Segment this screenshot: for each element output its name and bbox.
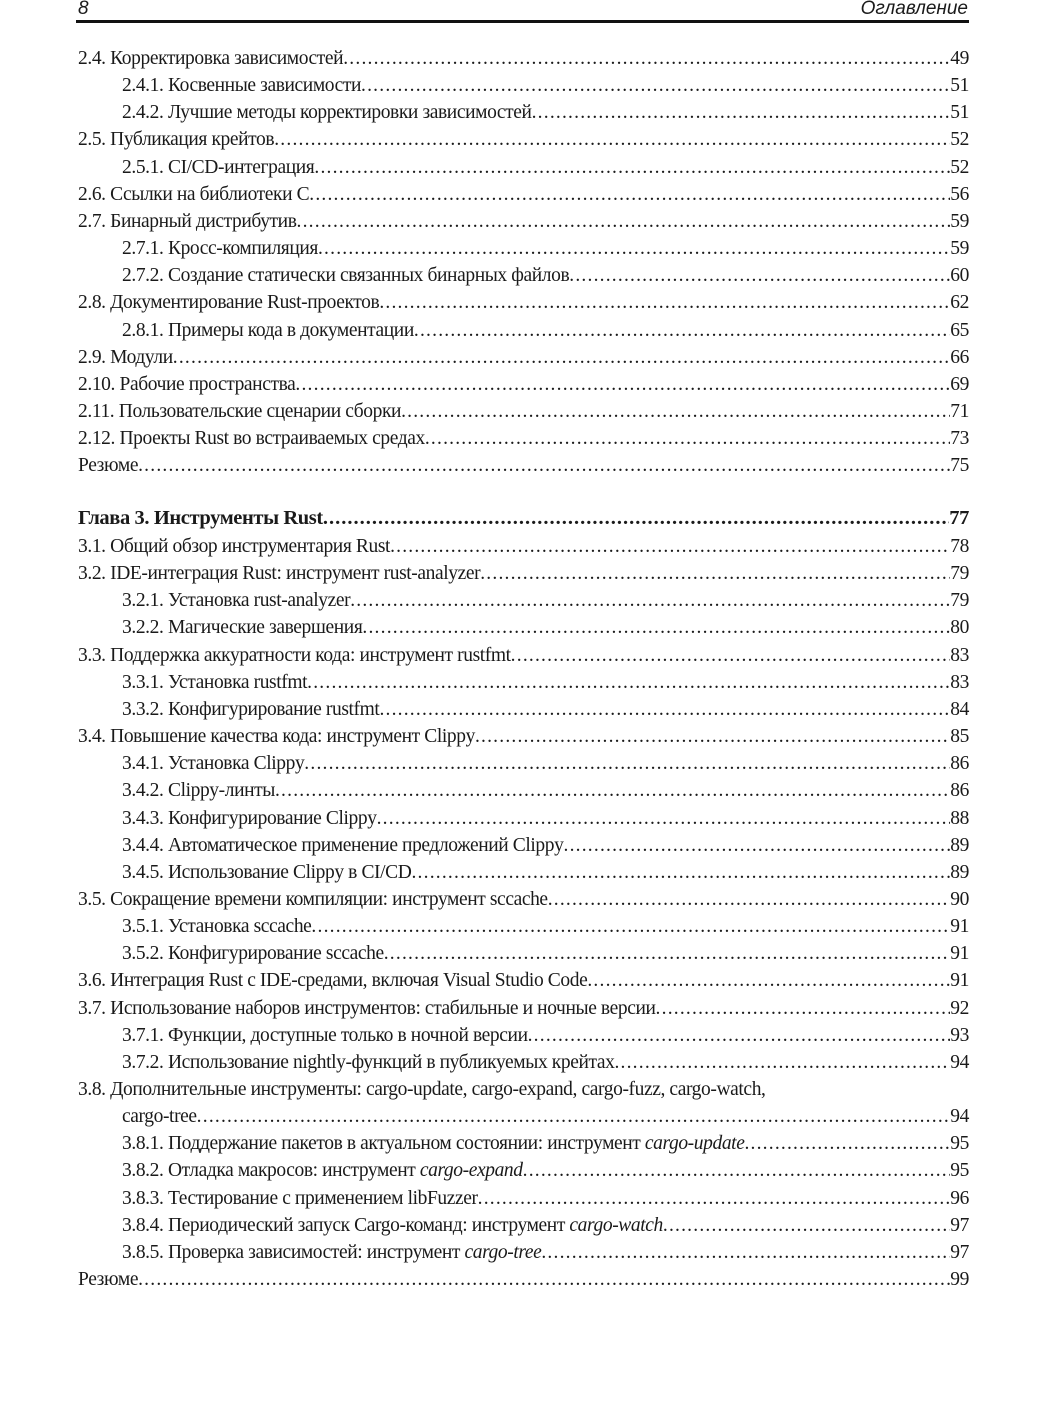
toc-entry-number: 3.4.4. [122, 834, 164, 856]
dot-leader [361, 75, 950, 97]
toc-entry [78, 645, 969, 671]
toc-entry-number: 3.4.5. [122, 861, 164, 883]
toc-page-number: 73 [950, 428, 969, 450]
toc-entry [122, 780, 969, 806]
toc-entry [78, 726, 969, 752]
toc-entry-text: Поддержка аккуратности кода: инструмент rustfmt [110, 644, 511, 666]
toc-page-number: 62 [950, 292, 969, 314]
toc-entry [122, 1052, 969, 1078]
header-rule [76, 20, 969, 23]
dot-leader [318, 238, 950, 260]
toc-entry-italic-text: cargo-tree [464, 1241, 542, 1263]
toc-entry-text: Отладка макросов: инструмент [167, 1160, 420, 1182]
toc-page-number: 51 [950, 75, 969, 97]
toc-entry [78, 129, 969, 155]
toc-entry-text: Общий обзор инструментария Rust [110, 536, 391, 557]
toc-entry [78, 292, 969, 318]
dot-leader [744, 1133, 950, 1155]
toc-page-number: 69 [950, 373, 969, 395]
dot-leader [587, 970, 950, 992]
toc-entry-title [122, 1215, 663, 1237]
toc-page-number: 95 [950, 1160, 969, 1182]
toc-entry-text: Повышение качества кода: инструмент Clippy [110, 726, 475, 748]
toc-page-number: 65 [950, 319, 969, 341]
dot-leader [350, 590, 950, 612]
toc-entry-number: 2.5. [78, 129, 106, 151]
toc-entry-text: Тестирование с применением libFuzzer [167, 1187, 478, 1209]
toc-page-number: 97 [950, 1214, 969, 1236]
toc-entry-title [122, 238, 318, 260]
toc-entry-title [122, 1242, 541, 1264]
dot-leader [569, 265, 950, 287]
toc-entry-title [122, 753, 304, 775]
toc-page-number: 94 [950, 1051, 969, 1073]
toc-entry [122, 102, 969, 128]
toc-page-number: 71 [950, 400, 969, 422]
toc-entry-text: Установка rustfmt [167, 671, 308, 693]
toc-entry [78, 536, 969, 562]
dot-leader [314, 157, 950, 179]
toc-page-number: 59 [950, 210, 969, 232]
toc-entry [122, 265, 969, 291]
toc-entry-text: Примеры кода в документации [167, 319, 414, 341]
toc-entry-italic-text: cargo-update [644, 1133, 745, 1155]
toc-entry [122, 1215, 969, 1241]
toc-entry [78, 563, 969, 589]
dot-leader [323, 507, 949, 530]
toc-entry-text: Функции, доступные только в ночной версии [167, 1024, 528, 1046]
toc-entry-text: Корректировка зависимостей [110, 48, 344, 69]
toc-entry-text: Поддержание пакетов в актуальном состоянии: инструмент [167, 1133, 645, 1155]
toc-entry-number: 3.8. [78, 1079, 106, 1100]
toc-entry [122, 1025, 969, 1051]
toc-entry-italic-text: cargo-expand [419, 1160, 523, 1182]
toc-entry-number: 2.8.1. [122, 319, 164, 341]
toc-entry-number: 3.5. [78, 888, 106, 910]
toc-page-number: 88 [950, 807, 969, 829]
dot-leader [401, 401, 950, 423]
dot-leader [138, 1269, 950, 1291]
toc-page-number: 86 [950, 780, 969, 802]
toc-entry [78, 374, 969, 400]
toc-entry-title [78, 211, 297, 233]
toc-page-number: 78 [950, 536, 969, 557]
toc-entry-title [78, 1269, 138, 1291]
toc-entry [122, 1242, 969, 1268]
toc-entry-text: Косвенные зависимости [167, 75, 362, 97]
toc-entry-title [78, 998, 656, 1020]
toc-entry [122, 1133, 969, 1159]
toc-entry-title [122, 617, 362, 639]
toc-entry-title [122, 590, 350, 612]
toc-page-number: 49 [950, 48, 969, 69]
toc-entry-text: Конфигурирование rustfmt [167, 698, 380, 720]
toc-entry-title [78, 645, 511, 667]
toc-entry-title [78, 292, 379, 314]
toc-entry-text: Ссылки на библиотеки C [110, 183, 310, 205]
toc-entry-number: 2.6. [78, 183, 106, 205]
page-number: 8 [78, 0, 89, 19]
toc-entry [122, 943, 969, 969]
toc-entry [122, 1160, 969, 1186]
toc-entry-text: CI/CD-интеграция [167, 156, 315, 178]
toc-entry-text: Бинарный дистрибутив [110, 210, 297, 232]
dot-leader [480, 563, 950, 585]
toc-entry [122, 808, 969, 834]
toc-entry-number: 3.3. [78, 644, 106, 666]
toc-entry-number: 3.8.5. [122, 1241, 164, 1263]
toc-entry [78, 1269, 969, 1295]
toc-page-number: 86 [950, 753, 969, 775]
toc-entry-number: 3.3.1. [122, 671, 164, 693]
toc-page-number: 56 [950, 183, 969, 205]
toc-page-number: 95 [950, 1133, 969, 1155]
toc-entry-number: 2.9. [78, 346, 106, 368]
toc-entry-title [78, 970, 587, 992]
toc-page-number: 79 [950, 590, 969, 612]
toc-entry [78, 184, 969, 210]
toc-entry-number: 3.4.1. [122, 753, 164, 775]
dot-leader [343, 48, 950, 70]
toc-entry-number: 2.4.2. [122, 102, 164, 124]
toc-page-number: 79 [950, 563, 969, 585]
toc-entry-text: Использование Clippy в CI/CD [167, 861, 412, 883]
toc-entry-title [122, 699, 379, 721]
toc-page-number: 99 [950, 1269, 969, 1291]
toc-page-number: 52 [950, 156, 969, 178]
toc-entry [78, 455, 969, 481]
dot-leader [532, 102, 951, 124]
toc-entry-title [78, 455, 138, 477]
toc-page-number: 52 [950, 129, 969, 151]
toc-entry-title [78, 1079, 766, 1101]
toc-entry-number: 3.5.2. [122, 943, 164, 965]
toc-entry-number: 3.8.3. [122, 1187, 164, 1209]
toc-entry [78, 998, 969, 1024]
toc-entry-text: Установка sccache [167, 916, 312, 938]
toc-entry [122, 916, 969, 942]
toc-entry-text: Clippy-линты [167, 780, 275, 802]
toc-entry-title [78, 374, 295, 396]
toc-page-number: 94 [950, 1106, 969, 1128]
toc-entry-text: Создание статически связанных бинарных файлов [167, 265, 570, 287]
dot-leader [384, 943, 951, 965]
toc-entry [122, 320, 969, 346]
dot-leader [173, 347, 951, 369]
dot-leader [425, 428, 950, 450]
dot-leader [411, 862, 950, 884]
toc-entry-number: 2.7.1. [122, 238, 164, 260]
toc-entry-number: 3.3.2. [122, 698, 164, 720]
toc-page-number: 96 [950, 1187, 969, 1209]
toc-page-number: 91 [950, 916, 969, 938]
toc-entry-text: Рабочие пространства [119, 373, 296, 395]
toc-page-number: 66 [950, 346, 969, 368]
dot-leader [475, 726, 950, 748]
toc-entry [122, 617, 969, 643]
toc-chapter-entry [78, 507, 969, 533]
toc-entry [78, 401, 969, 427]
toc-entry [122, 672, 969, 698]
toc-entry-number: 3.8.4. [122, 1214, 164, 1236]
toc-entry-text: Автоматическое применение предложений Clippy [167, 834, 564, 856]
toc-entry-text: Лучшие методы корректировки зависимостей [167, 102, 532, 124]
toc-entry [78, 970, 969, 996]
toc-entry-number: 3.7. [78, 997, 106, 1019]
toc-page-number: 51 [950, 102, 969, 124]
toc-page-number: 80 [950, 617, 969, 639]
toc-page-number: 91 [950, 943, 969, 965]
toc-entry-title [122, 835, 564, 857]
dot-leader [379, 292, 950, 314]
toc-entry-text: Проекты Rust во встраиваемых средах [119, 428, 425, 450]
toc-entry-title [78, 401, 401, 423]
toc-entry-title [78, 428, 425, 450]
toc-entry-title [78, 536, 390, 558]
toc-entry-title [78, 48, 343, 70]
toc-entry-number: 2.7. [78, 210, 106, 232]
toc-entry-text: Кросс-компиляция [167, 238, 318, 260]
dot-leader [541, 1242, 950, 1264]
toc-entry-title [122, 1052, 614, 1074]
toc-entry-number: 3.8.2. [122, 1160, 164, 1182]
toc-entry-text: Сокращение времени компиляции: инструмент sccache [110, 888, 548, 910]
toc-page-number: 59 [950, 238, 969, 260]
toc-entry-number: 3.8.1. [122, 1133, 164, 1155]
toc-page-number: 84 [950, 698, 969, 720]
toc-entry-text: Установка Clippy [167, 753, 305, 775]
dot-leader [197, 1106, 951, 1128]
toc-entry-number: 3.6. [78, 970, 106, 992]
toc-entry-number: 2.7.2. [122, 265, 164, 287]
toc-page-number: 91 [950, 970, 969, 992]
toc-page-number: 89 [950, 834, 969, 856]
toc-entry-text: Резюме [78, 1269, 139, 1291]
toc-page-number: 92 [950, 997, 969, 1019]
toc-page-number: 83 [950, 671, 969, 693]
toc-entry-text: Установка rust-analyzer [167, 590, 351, 612]
dot-leader [548, 889, 951, 911]
toc-page-number: 77 [949, 507, 969, 529]
toc-entry [78, 211, 969, 237]
toc-entry [122, 238, 969, 264]
toc-entry-text: Пользовательские сценарии сборки [118, 400, 402, 422]
dot-leader [478, 1188, 951, 1210]
toc-entry-number: 3.2.1. [122, 590, 164, 612]
toc-entry-text: Документирование Rust-проектов [110, 292, 380, 314]
toc-entry-text: Модули [110, 346, 173, 368]
toc-entry-number: 3.4.2. [122, 780, 164, 802]
toc-entry-number: 3.4.3. [122, 807, 164, 829]
toc-page-number: 85 [950, 726, 969, 748]
toc-entry-number: 3.2.2. [122, 617, 164, 639]
toc-page-number: 83 [950, 644, 969, 666]
toc-entry [78, 48, 969, 74]
toc-entry-text: Магические завершения [167, 617, 363, 639]
toc-entry [122, 862, 969, 888]
toc-entry-title [78, 563, 480, 585]
toc-entry-text: Конфигурирование sccache [167, 943, 384, 965]
toc-page-number: 75 [950, 455, 969, 477]
toc-entry-number: 2.4.1. [122, 75, 164, 97]
toc-entry [122, 1188, 969, 1214]
dot-leader [275, 780, 950, 802]
toc-entry-number: 3.7.2. [122, 1051, 164, 1073]
dot-leader [274, 129, 950, 151]
dot-leader [390, 536, 950, 558]
dot-leader [311, 916, 950, 938]
toc-entry-title [122, 265, 569, 287]
dot-leader [379, 699, 950, 721]
toc-entry [122, 1106, 969, 1132]
toc-entry-title [122, 75, 361, 97]
toc-entry-number: 2.11. [78, 400, 115, 422]
toc-page-number: 97 [950, 1241, 969, 1263]
toc-entry-text: Проверка зависимостей: инструмент [167, 1241, 465, 1263]
toc-entry-text: Публикация крейтов [110, 129, 275, 151]
toc-entry-title [122, 1106, 197, 1128]
toc-entry-title [122, 780, 275, 802]
toc-entry-text: cargo-tree [122, 1106, 197, 1128]
toc-entry-title [78, 726, 475, 748]
toc-entry-title [122, 1025, 528, 1047]
toc-entry [122, 75, 969, 101]
toc-entry [122, 835, 969, 861]
toc-page-number: 93 [950, 1024, 969, 1046]
toc-entry [122, 753, 969, 779]
toc-entry-title [78, 184, 309, 206]
toc-entry-number: 2.12. [78, 428, 116, 450]
dot-leader [377, 808, 951, 830]
toc-entry-number: 2.5.1. [122, 156, 164, 178]
dot-leader [362, 617, 950, 639]
toc-entry-title [78, 507, 323, 530]
toc-entry-text: Дополнительные инструменты: cargo-update, cargo-expand, cargo-fuzz, cargo-watch, [110, 1079, 766, 1100]
toc-entry-text: Использование наборов инструментов: стабильные и ночные версии [110, 997, 656, 1019]
dot-leader [307, 672, 950, 694]
toc-entry-text: IDE-интеграция Rust: инструмент rust-analyzer [110, 563, 481, 585]
toc-entry-text: Конфигурирование Clippy [167, 807, 377, 829]
toc-entry-title [122, 157, 314, 179]
toc-entry [122, 157, 969, 183]
dot-leader [656, 998, 951, 1020]
dot-leader [304, 753, 950, 775]
dot-leader [614, 1052, 950, 1074]
running-title: Оглавление [860, 0, 968, 19]
toc-entry-number: 3.7.1. [122, 1024, 164, 1046]
toc-entry [78, 428, 969, 454]
toc-entry-title [122, 943, 384, 965]
toc-entry [78, 1079, 969, 1105]
toc-entry [122, 699, 969, 725]
dot-leader [564, 835, 951, 857]
toc-entry-title [122, 1133, 744, 1155]
toc-entry-title [122, 102, 532, 124]
toc-entry-number: 3.2. [78, 563, 106, 585]
toc-entry-number: 3.4. [78, 726, 106, 748]
toc-entry-number: 3.1. [78, 536, 106, 557]
toc-entry-title [78, 347, 173, 369]
toc-entry-title [122, 1160, 523, 1182]
toc-entry [78, 347, 969, 373]
toc-entry [122, 590, 969, 616]
toc-entry-number: Глава 3. [78, 507, 150, 529]
dot-leader [138, 455, 950, 477]
toc-entry-text: Интеграция Rust с IDE-средами, включая Visual Studio Code [110, 970, 588, 992]
toc-entry-title [78, 129, 274, 151]
toc-entry-number: 2.4. [78, 48, 106, 69]
dot-leader [297, 211, 951, 233]
toc-page-number: 90 [950, 888, 969, 910]
dot-leader [523, 1160, 951, 1182]
dot-leader [528, 1025, 951, 1047]
toc-entry-text: Резюме [78, 455, 139, 477]
toc-entry-number: 2.10. [78, 373, 116, 395]
toc-entry-title [122, 1188, 478, 1210]
toc-page-number: 60 [950, 265, 969, 287]
dot-leader [414, 320, 950, 342]
toc-entry-title [122, 808, 377, 830]
toc-entry-text: Инструменты Rust [153, 507, 323, 529]
dot-leader [295, 374, 950, 396]
toc-entry-text: Периодический запуск Cargo-команд: инструмент [167, 1214, 570, 1236]
toc-entry-text: Использование nightly-функций в публикуемых крейтах [167, 1051, 615, 1073]
toc-entry [78, 889, 969, 915]
dot-leader [309, 184, 950, 206]
toc-entry-title [78, 889, 548, 911]
toc-entry-number: 3.5.1. [122, 916, 164, 938]
toc-entry-italic-text: cargo-watch [569, 1214, 663, 1236]
dot-leader [511, 645, 951, 667]
toc-entry-title [122, 320, 414, 342]
toc-page-number: 89 [950, 861, 969, 883]
dot-leader [663, 1215, 950, 1237]
toc-entry-title [122, 862, 411, 884]
toc-entry-title [122, 916, 311, 938]
toc-entry-title [122, 672, 307, 694]
toc-entry-number: 2.8. [78, 292, 106, 314]
